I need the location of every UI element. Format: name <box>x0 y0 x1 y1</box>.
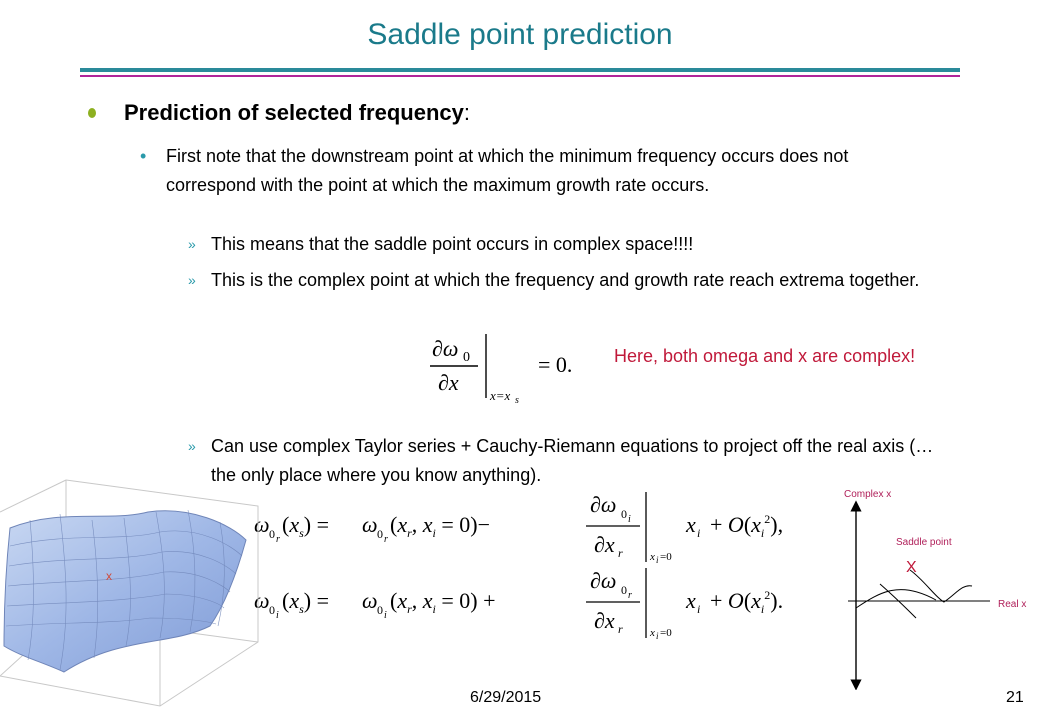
svg-text:0: 0 <box>621 507 627 521</box>
svg-text:0: 0 <box>377 527 383 541</box>
sub-marker: » <box>188 272 196 288</box>
complex-note: Here, both omega and x are complex! <box>614 346 916 366</box>
complex-plane-diagram <box>840 480 1040 690</box>
title-rule-magenta <box>80 75 960 77</box>
title-rule-teal <box>80 68 960 72</box>
svg-text:x: x <box>686 588 696 613</box>
sub-bullet-extrema-text: This is the complex point at which the frequency and growth rate reach extrema together. <box>211 270 920 290</box>
svg-text:= 0.: = 0. <box>538 352 573 377</box>
svg-text:∂ω: ∂ω <box>590 568 617 593</box>
saddle-point-label: Saddle point <box>896 537 952 548</box>
svg-text:i: i <box>697 602 701 616</box>
svg-text:0: 0 <box>269 527 275 541</box>
svg-text:i: i <box>656 631 659 640</box>
svg-text:ω: ω <box>254 512 270 537</box>
sub-bullet-taylor-text: Can use complex Taylor series + Cauchy-Riemann equations to project off the real axis (…the only place where you know anything). <box>211 436 934 485</box>
svg-text:=0: =0 <box>660 627 672 639</box>
sub-bullet-complex-space-text: This means that the saddle point occurs in complex space!!!! <box>211 234 694 254</box>
footer-date: 6/29/2015 <box>470 689 542 706</box>
sub-marker: » <box>188 236 196 252</box>
svg-text:(xr, xi = 0)−: ($x_r$, $x_i = 0)-$ <box>390 512 491 540</box>
svg-text:(xs) =: $(x_s)$ = <box>282 512 329 540</box>
svg-text:x: x <box>650 551 655 563</box>
footer-page-number: 21 <box>1006 689 1024 706</box>
saddle-condition-equation <box>428 330 618 410</box>
svg-text:0: 0 <box>463 350 470 365</box>
main-heading: Prediction of selected frequency <box>124 100 464 125</box>
svg-text:x: x <box>650 627 655 639</box>
svg-text:(xs) =: $(x_s)$ = <box>282 588 329 616</box>
bullet-dot-icon <box>88 108 96 118</box>
svg-text:r: r <box>618 546 623 560</box>
svg-text:0: 0 <box>377 603 383 617</box>
slide-title: Saddle point prediction <box>367 18 673 51</box>
svg-text:∂x: ∂x <box>594 608 615 633</box>
bullet-marker: • <box>140 146 147 166</box>
svg-text:∂ω: ∂ω <box>590 492 617 517</box>
complex-axis-label: Complex x <box>844 489 892 500</box>
sub-marker: » <box>188 438 196 454</box>
svg-text:x=x: x=x <box>490 388 511 403</box>
saddle-surface-plot <box>0 476 264 720</box>
svg-text:=0: =0 <box>660 551 672 563</box>
svg-text:∂ω: ∂ω <box>432 336 459 361</box>
real-axis-label: Real x <box>998 599 1027 610</box>
svg-text:i: i <box>628 514 631 525</box>
svg-text:ω: ω <box>254 588 270 613</box>
svg-text:ω: ω <box>362 512 378 537</box>
heading-colon: : <box>463 100 470 125</box>
svg-text:r: r <box>384 534 388 545</box>
svg-text:∂x: ∂x <box>594 532 615 557</box>
svg-text:+ O(xi2).: + $O(x_i^2)$. <box>710 588 784 616</box>
svg-text:0: 0 <box>269 603 275 617</box>
svg-text:i: i <box>656 555 659 565</box>
svg-text:i: i <box>276 610 279 621</box>
svg-text:r: r <box>628 590 632 601</box>
bullet-first-note-text: First note that the downstream point at which the minimum frequency occurs does not correspond with the point at which the maximum growth rate occurs. <box>166 146 849 195</box>
svg-text:s: s <box>515 395 519 406</box>
svg-text:+ O(xi2),: + $O(x_i^2)$, <box>710 512 784 540</box>
svg-text:x: x <box>686 512 696 537</box>
saddle-point-mark: X <box>906 559 917 576</box>
svg-text:ω: ω <box>362 588 378 613</box>
svg-text:r: r <box>618 622 623 636</box>
taylor-expansion-equations <box>250 490 840 640</box>
svg-text:∂x: ∂x <box>438 370 459 395</box>
svg-text:i: i <box>697 526 701 540</box>
svg-text:0: 0 <box>621 583 627 597</box>
svg-text:i: i <box>384 610 387 621</box>
surface-saddle-mark: x <box>106 569 112 583</box>
svg-text:(xr, xi = 0) +: ($x_r$, $x_i = 0$) + <box>390 588 496 616</box>
svg-text:r: r <box>276 534 280 545</box>
